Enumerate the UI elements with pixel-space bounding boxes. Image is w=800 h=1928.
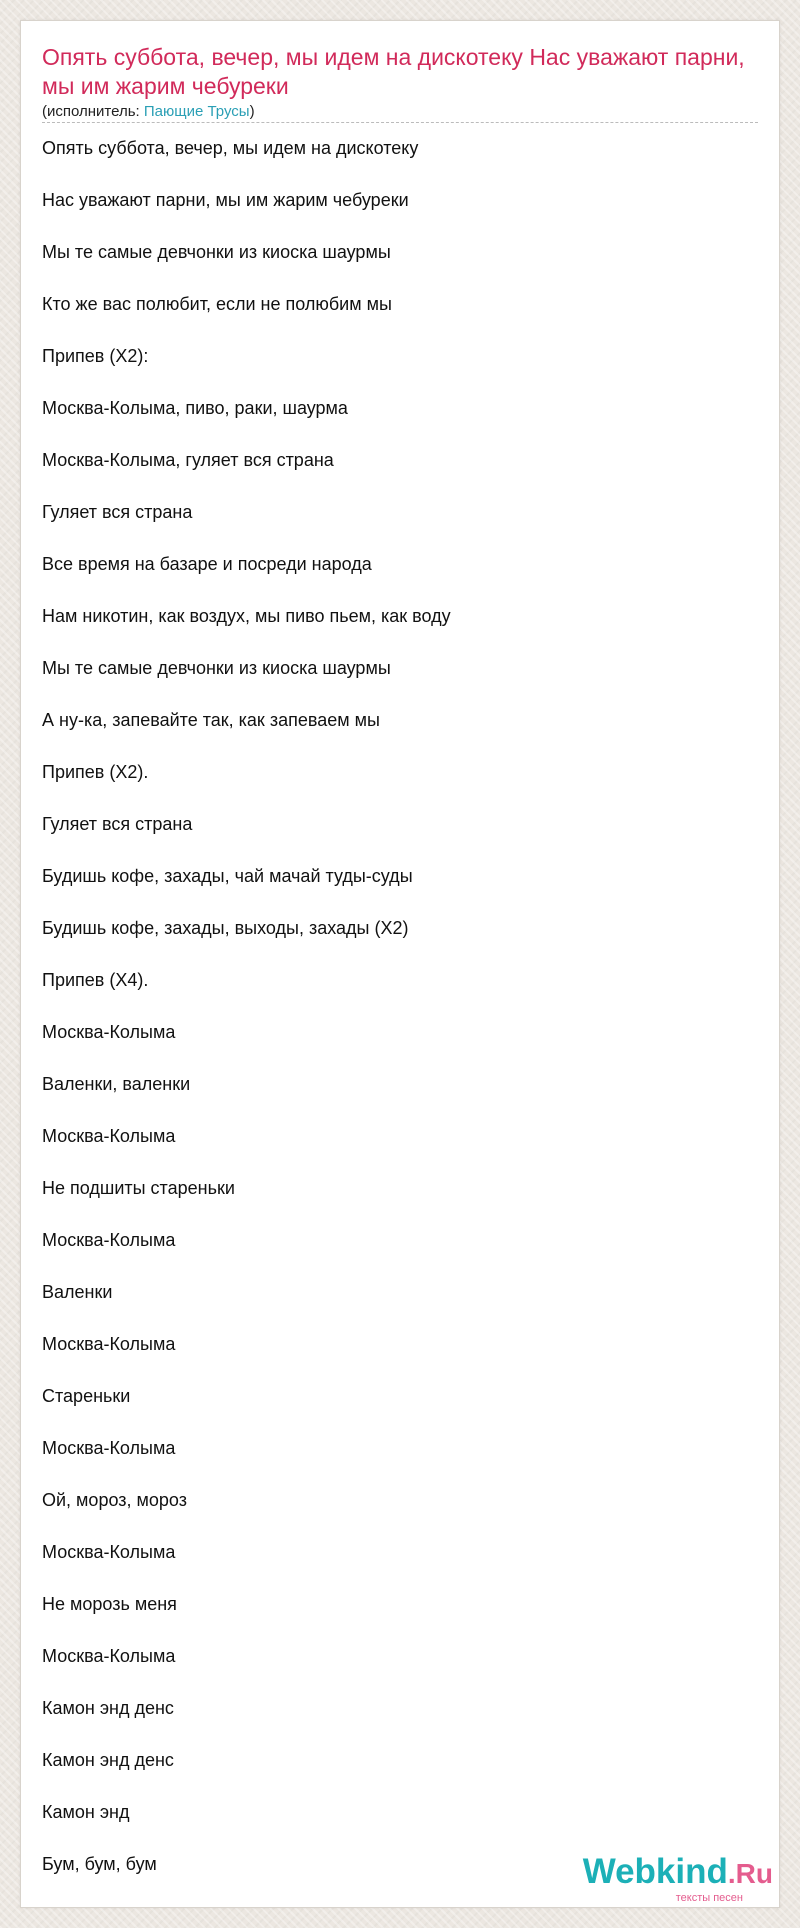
lyric-line: Ой, мороз, мороз (42, 1490, 187, 1510)
performer-suffix: ) (249, 103, 255, 120)
logo-tagline: тексты песен (675, 1892, 743, 1904)
lyric-line: Нам никотин, как воздух, мы пиво пьем, как воду (42, 606, 451, 626)
lyric-line: Москва-Колыма (42, 1126, 176, 1146)
lyric-line: Припев (Х4). (42, 970, 149, 990)
lyric-line: Москва-Колыма, гуляет вся страна (42, 450, 334, 470)
lyric-line: Москва-Колыма (42, 1438, 176, 1458)
lyric-line: Москва-Колыма (42, 1022, 176, 1042)
lyric-line: Не подшиты стареньки (42, 1178, 235, 1198)
lyric-line: Москва-Колыма (42, 1542, 176, 1562)
lyric-line: Москва-Колыма (42, 1646, 176, 1666)
lyric-line: Гуляет вся страна (42, 814, 193, 834)
lyrics-list (42, 136, 762, 1904)
logo-name: Webkind (582, 1852, 728, 1891)
lyric-line: Камон энд (42, 1802, 130, 1822)
lyric-line: Опять суббота, вечер, мы идем на дискотеку (42, 138, 419, 158)
lyric-line: Припев (Х2). (42, 762, 149, 782)
lyric-line: Мы те самые девчонки из киоска шаурмы (42, 658, 391, 678)
lyric-line: Будишь кофе, захады, чай мачай туды-суды (42, 866, 413, 886)
lyric-line: Камон энд денс (42, 1698, 174, 1718)
lyric-line: Нас уважают парни, мы им жарим чебуреки (42, 190, 409, 210)
lyric-line: А ну-ка, запевайте так, как запеваем мы (42, 710, 380, 730)
logo-tld: .Ru (727, 1858, 773, 1889)
lyrics-card (20, 20, 780, 1908)
lyric-line: Мы те самые девчонки из киоска шаурмы (42, 242, 391, 262)
lyric-line: Будишь кофе, захады, выходы, захады (Х2) (42, 918, 409, 938)
lyric-line: Кто же вас полюбит, если не полюбим мы (42, 294, 392, 314)
lyric-line: Не морозь меня (42, 1594, 177, 1614)
lyric-line: Камон энд денс (42, 1750, 174, 1770)
lyric-line: Гуляет вся страна (42, 502, 193, 522)
lyric-line: Москва-Колыма (42, 1334, 176, 1354)
lyric-line: Москва-Колыма (42, 1230, 176, 1250)
lyric-line: Валенки, валенки (42, 1074, 191, 1094)
lyric-line: Бум, бум, бум (42, 1854, 157, 1874)
song-title: Опять суббота, вечер, мы идем на дискотеку Нас уважают парни, мы им жарим чебуреки (42, 44, 745, 99)
performer-line (42, 103, 255, 121)
performer-prefix: (исполнитель: (42, 103, 144, 120)
webkind-logo[interactable] (573, 1853, 773, 1903)
lyric-line: Валенки (42, 1282, 113, 1302)
lyric-line: Москва-Колыма, пиво, раки, шаурма (42, 398, 348, 418)
title-divider (42, 122, 758, 123)
logo-wordmark (583, 1852, 773, 1891)
lyric-line: Припев (Х2): (42, 346, 149, 366)
performer-link[interactable]: Пающие Трусы (143, 103, 250, 120)
lyric-line: Все время на базаре и посреди народа (42, 554, 372, 574)
lyric-line: Стареньки (42, 1386, 131, 1406)
